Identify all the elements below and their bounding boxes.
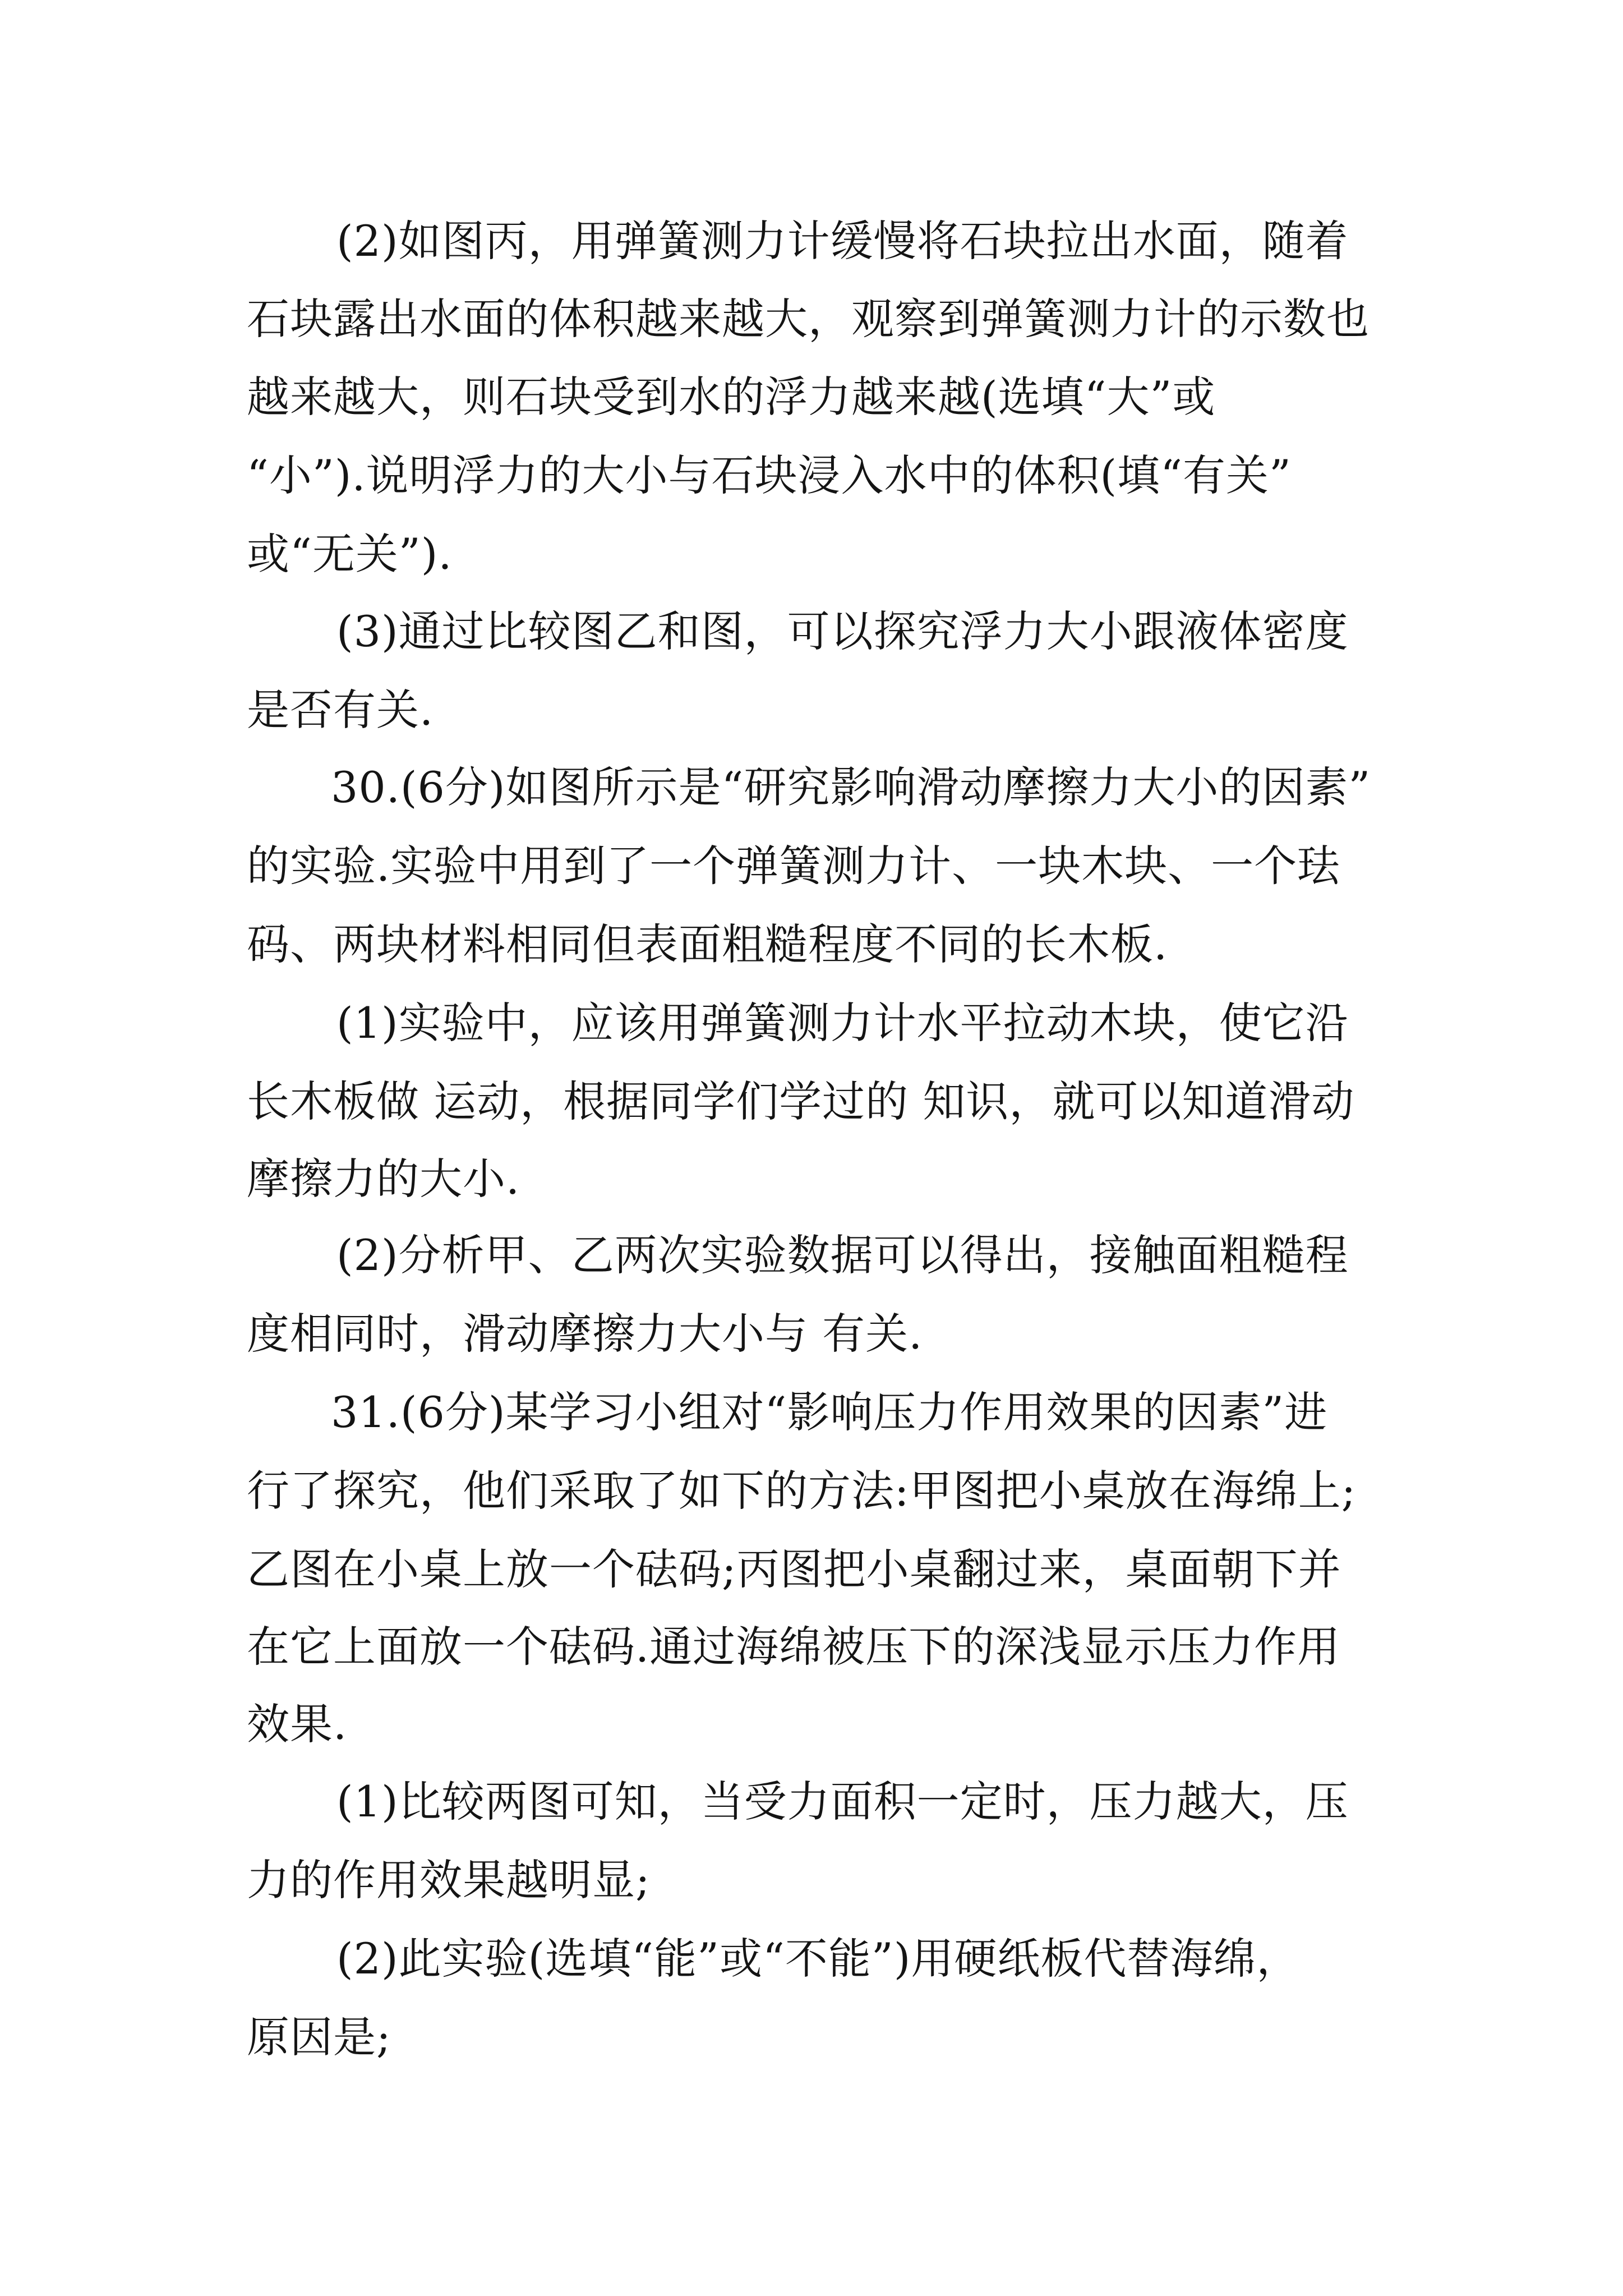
text-line: 乙图在小桌上放一个砝码;丙图把小桌翻过来，桌面朝下并 (247, 1544, 1341, 1594)
text-line: (1)比较两图可知，当受力面积一定时，压力越大，压 (336, 1777, 1349, 1826)
text-line: 31.(6分)某学习小组对“影响压力作用效果的因素”进 (331, 1387, 1328, 1437)
text-line: 原因是; (247, 2012, 391, 2062)
text-line: (1)实验中，应该用弹簧测力计水平拉动木块，使它沿 (336, 998, 1349, 1048)
text-line: 30.(6分)如图所示是“研究影响滑动摩擦力大小的因素” (331, 762, 1371, 812)
text-line: 力的作用效果越明显; (247, 1855, 651, 1905)
text-line: (2)分析甲、乙两次实验数据可以得出，接触面粗糙程 (336, 1230, 1349, 1280)
text-line: 度相同时，滑动摩擦力大小与 有关. (247, 1309, 923, 1359)
text-line: 越来越大，则石块受到水的浮力越来越(选填“大”或 (247, 372, 1216, 422)
text-line: 行了探究，他们采取了如下的方法:甲图把小桌放在海绵上; (247, 1466, 1357, 1516)
text-line: 效果. (247, 1699, 348, 1749)
text-line: 摩擦力的大小. (247, 1154, 520, 1204)
text-line: (2)如图丙，用弹簧测力计缓慢将石块拉出水面，随着 (336, 216, 1349, 266)
text-line: (3)通过比较图乙和图，可以探究浮力大小跟液体密度 (336, 606, 1349, 656)
text-line: (2)此实验(选填“能”或“不能”)用硬纸板代替海绵， (336, 1934, 1300, 1984)
text-line: 石块露出水面的体积越来越大，观察到弹簧测力计的示数也 (247, 294, 1370, 344)
text-line: 长木板做 运动，根据同学们学过的 知识，就可以知道滑动 (247, 1076, 1355, 1126)
text-line: 或“无关”). (247, 529, 453, 579)
text-line: 是否有关. (247, 685, 434, 735)
text-line: 在它上面放一个砝码.通过海绵被压下的深浅显示压力作用 (247, 1622, 1341, 1672)
text-line: 码、两块材料相同但表面粗糙程度不同的长木板. (247, 919, 1168, 969)
text-line: 的实验.实验中用到了一个弹簧测力计、一块木块、一个珐 (247, 841, 1341, 891)
text-line: “小”).说明浮力的大小与石块浸入水中的体积(填“有关” (247, 450, 1292, 500)
